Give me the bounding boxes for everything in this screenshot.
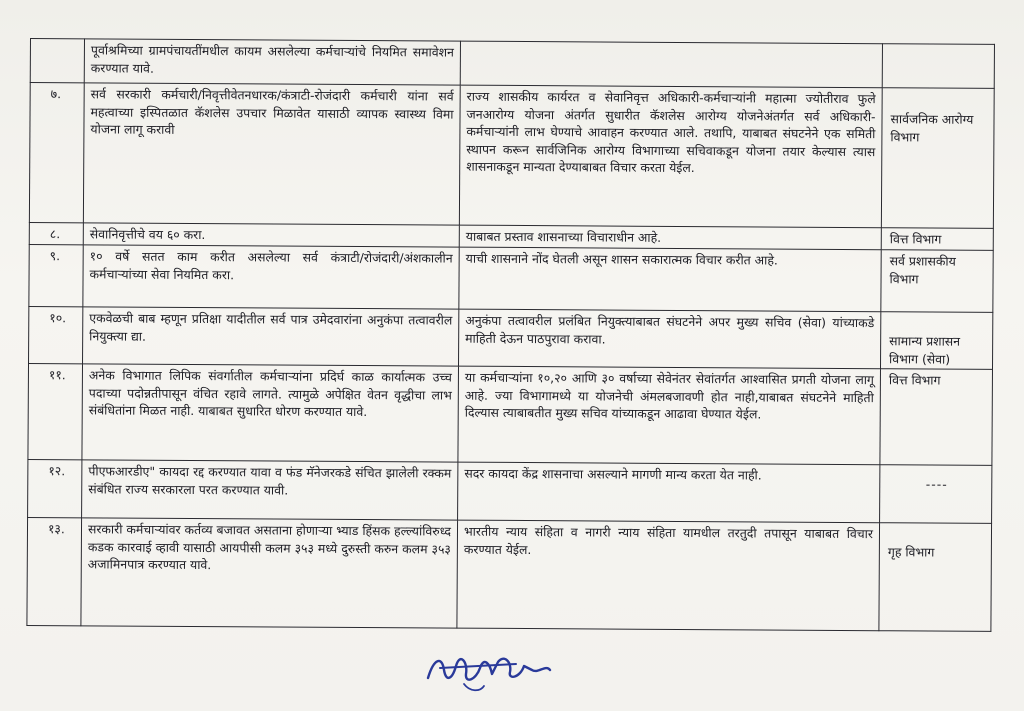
row-number: [30, 39, 84, 83]
department: सामान्य प्रशासन विभाग (सेवा): [880, 312, 992, 370]
table-row: [30, 39, 994, 89]
row-number: १२.: [28, 460, 82, 518]
row-number: ९.: [29, 244, 83, 306]
response-text: अनुकंपा तत्वावरील प्रलंबित नियुक्त्याबाबत संघटनेने अपर मुख्य सचिव (सेवा) यांच्याकडे माहिती देऊन पाठपुरावा करावा.: [459, 309, 881, 369]
demand-text: पीएफआरडीए" कायदा रद्द करण्यात यावा व फंड मॅनेजरकडे संचित झालेली रक्कम संबंधित राज्य सरकारला परत करण्यात यावी.: [82, 460, 458, 520]
row-number: १३.: [27, 518, 82, 626]
demand-text: अनेक विभागात लिपिक संवर्गातील कर्मचाऱ्यांना प्रदिर्घ काळ कार्यात्मक उच्च पदाच्या पदोन्नतीपासून वंचित रहावे लागते. त्यामुळे अपेक्षित वेतन वृद्धीचा लाभ संबंधितांना मिळत नाही. याबाबत सुधारित धोरण करण्यात यावे.: [82, 364, 459, 462]
department: सार्वजनिक आरोग्य विभाग: [881, 88, 994, 229]
table-row: [29, 306, 993, 369]
table-row: [28, 460, 992, 524]
row-number: ७.: [29, 83, 84, 223]
demand-text: सरकारी कर्मचाऱ्यांवर कर्तव्य बजावत असताना होणाऱ्या भ्याड हिंसक हल्ल्यांविरुध्द कडक कारवाई व्हावी यासाठी आयपीसी कलम ३५३ मध्ये दुरुस्ती करुन कलम ३५३ अजामिनपात्र करण्यात यावे.: [81, 518, 458, 628]
row-number: ११.: [28, 364, 83, 460]
demand-text: सर्व सरकारी कर्मचारी/निवृत्तीवेतनधारक/कंत्राटी-रोजंदारी कर्मचारी यांना सर्व महत्वाच्या इस्पितळात कॅशलेस उपचार मिळावेत यासाठी व्यापक स्वास्थ्य विमा योजना लागू करावी: [83, 83, 460, 225]
table-row: [27, 518, 992, 632]
response-text: सदर कायदा केंद्र शासनाचा असल्याने मागणी मान्य करता येत नाही.: [458, 462, 880, 523]
demand-text: सेवानिवृत्तीचे वय ६० करा.: [83, 223, 459, 247]
response-text: याची शासनाने नोंद घेतली असून शासन सकारात्मक विचार करीत आहे.: [459, 247, 881, 312]
response-text: राज्य शासकीय कार्यरत व सेवानिवृत्त अधिकारी-कर्मचाऱ्यांनी महात्मा ज्योतीराव फुले जनआरोग्य योजना अंतर्गत सुधारीत कॅशलेस आरोग्य योजनेअंतर्गत सर्व अधिकारी-कर्मचाऱ्यांनी लाभ घेण्याचे आवाहन करण्यात आले. तथापि, याबाबत संघटनेने एक समिती स्थापन करून सार्वजिनिक आरोग्य विभागाच्या सचिवाकडून योजना तयार केल्यास त्यास शासनाकडून मान्यता देण्याबाबत विचार करता येईल.: [459, 85, 882, 228]
response-text: या कर्मचाऱ्यांना १०,२० आणि ३० वर्षाच्या सेवेनंतर सेवांतर्गत आश्वासित प्रगती योजना लागू आहे. ज्या विभागामध्ये या योजनेची अंमलबजावणी होत नाही,याबाबत संघटनेने माहिती दिल्यास त्याबाबतीत मुख्य सचिव यांच्याकडून आढावा घेण्यात येईल.: [458, 366, 881, 465]
department: वित्त विभाग: [881, 228, 993, 251]
response-text: [460, 41, 882, 88]
demand-text: एकवेळची बाब म्हणून प्रतिक्षा यादीतील सर्व पात्र उमेदवारांना अनुकंपा तत्वावरील नियुक्त्या द्या.: [83, 307, 459, 366]
response-text: याबाबत प्रस्ताव शासनाच्या विचाराधीन आहे.: [459, 225, 881, 250]
department: वित्त विभाग: [880, 369, 993, 466]
department: [882, 44, 994, 89]
row-number: ८.: [29, 222, 83, 244]
table-row: [28, 364, 993, 466]
table-row: [29, 244, 993, 312]
department: गृह विभाग: [879, 523, 992, 632]
department: सर्व प्रशासकीय विभाग: [881, 250, 993, 313]
dash-placeholder: ----: [925, 476, 948, 492]
table-row: [29, 83, 994, 229]
response-text: भारतीय न्याय संहिता व नागरी न्याय संहिता यामधील तरतुदी तपासून याबाबत विचार करण्यात येईल.: [457, 520, 880, 631]
signature-mark: [420, 640, 580, 700]
demand-text: १० वर्षे सतत काम करीत असलेल्या सर्व कंत्राटी/रोजंदारी/अंशकालीन कर्मचाऱ्यांच्या सेवा नियमित करा.: [83, 245, 459, 309]
demands-table: [26, 38, 995, 632]
demand-text: पूर्वाश्रमिच्या ग्रामपंचायतींमधील कायम असलेल्या कर्मचाऱ्यांचे नियमित समावेशन करण्यात यावे.: [84, 39, 460, 85]
row-number: १०.: [29, 306, 83, 364]
department: [880, 465, 992, 524]
